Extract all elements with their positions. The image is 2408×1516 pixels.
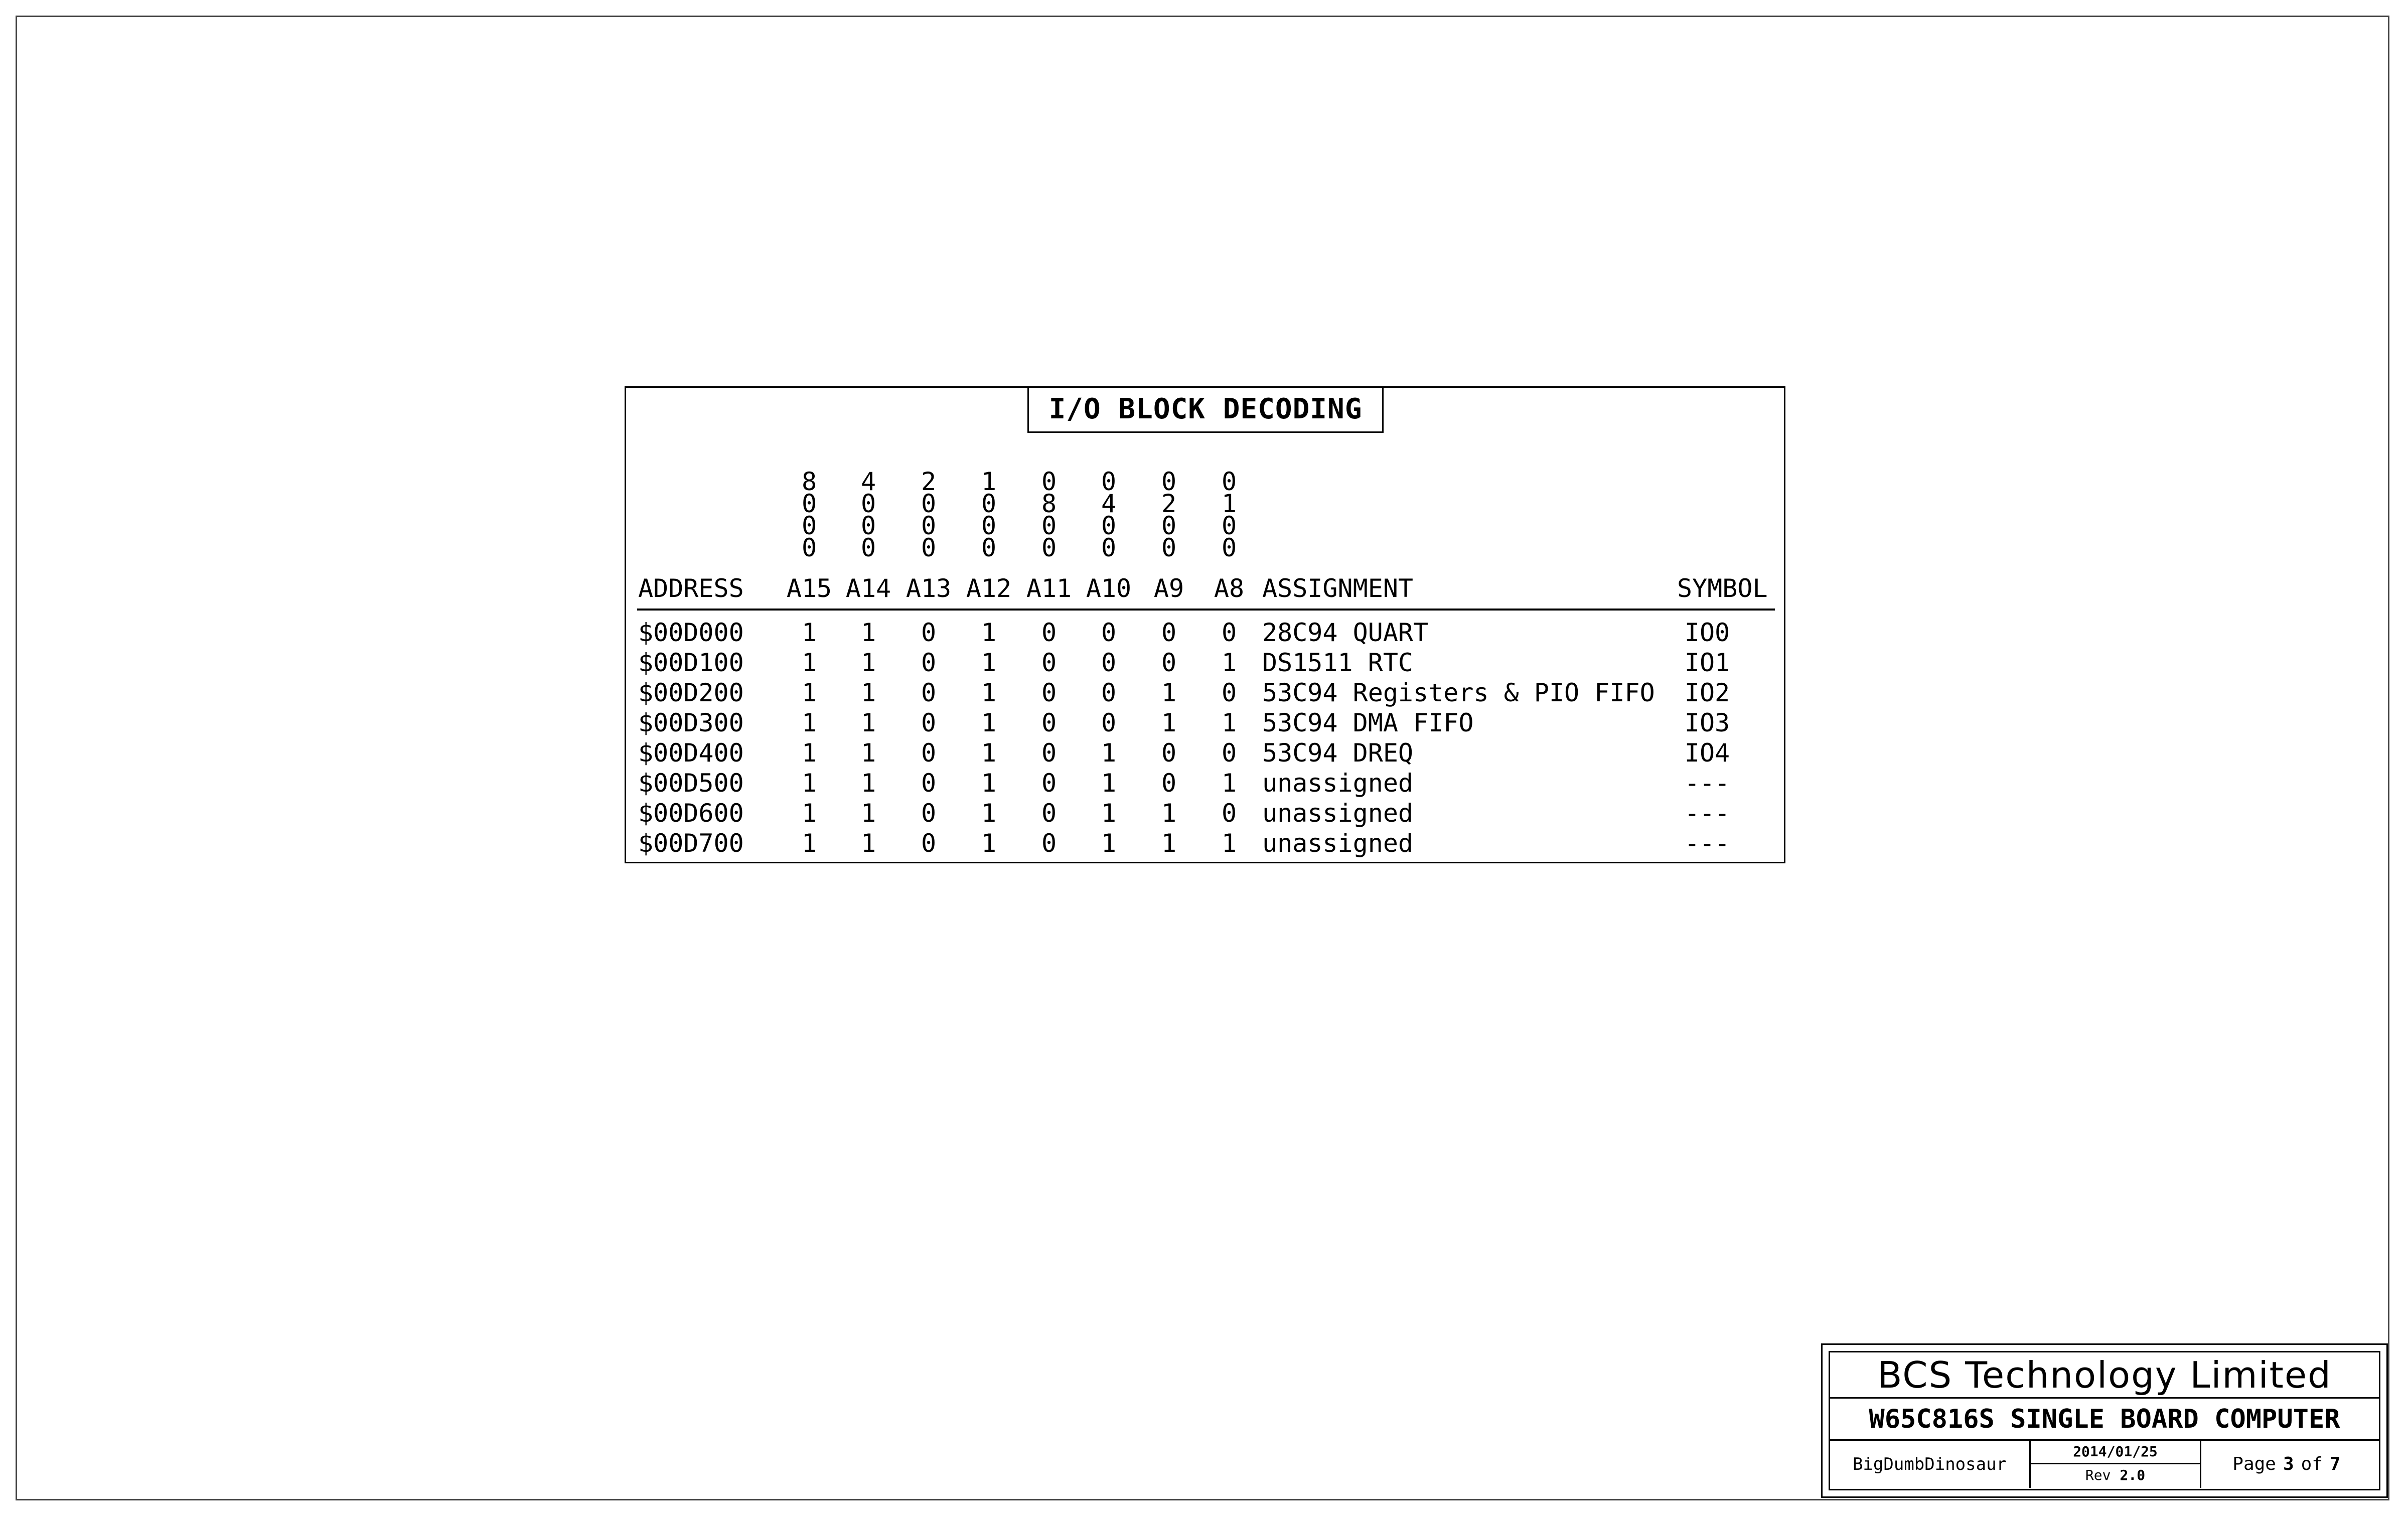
- hex-weight-digit: 0: [1041, 511, 1057, 540]
- assignment-cell: 53C94 Registers & PIO FIFO: [1262, 678, 1655, 707]
- bit-cell: 1: [1161, 708, 1177, 737]
- header-bit: A11: [1026, 574, 1072, 603]
- table-row: [626, 738, 1784, 768]
- bit-cell: 1: [981, 799, 997, 828]
- bit-cell: 1: [801, 618, 817, 647]
- header-assignment: ASSIGNMENT: [1262, 574, 1414, 603]
- bit-cell: 1: [801, 678, 817, 707]
- hex-weight-digit: 0: [860, 511, 876, 540]
- hex-weight-digit: 0: [801, 533, 817, 562]
- bit-cell: 1: [981, 618, 997, 647]
- address-cell: $00D200: [638, 678, 744, 707]
- header-address: ADDRESS: [638, 574, 744, 603]
- bit-cell: 1: [801, 799, 817, 828]
- bit-cell: 1: [860, 769, 876, 798]
- hex-weight-column: [974, 467, 1004, 562]
- title-block: [1821, 1343, 2388, 1498]
- symbol-cell: IO2: [1684, 678, 1730, 707]
- bit-cell: 1: [981, 708, 997, 737]
- bit-cell: 0: [1041, 708, 1057, 737]
- symbol-cell: IO4: [1684, 738, 1730, 768]
- hex-weight-digit: 4: [1101, 489, 1117, 518]
- hex-weight-digit: 0: [921, 533, 937, 562]
- of-label: of: [2301, 1454, 2323, 1474]
- bit-cell: 0: [1041, 648, 1057, 677]
- hex-weight-column: [1094, 467, 1124, 562]
- pages-value: 7: [2330, 1454, 2341, 1474]
- bit-cell: 0: [921, 618, 937, 647]
- hex-weight-column: [1034, 467, 1064, 562]
- symbol-cell: ---: [1684, 799, 1730, 828]
- bit-cell: 1: [860, 648, 876, 677]
- address-cell: $00D400: [638, 738, 744, 768]
- bit-cell: 0: [921, 648, 937, 677]
- hex-weight-digit: 0: [1221, 533, 1237, 562]
- hex-weight-digit: 0: [1041, 533, 1057, 562]
- bit-cell: 1: [1101, 769, 1117, 798]
- bit-cell: 1: [981, 769, 997, 798]
- bit-cell: 0: [1161, 618, 1177, 647]
- bit-cell: 1: [1221, 769, 1237, 798]
- hex-weight-digit: 0: [981, 489, 997, 518]
- bit-cell: 1: [1161, 799, 1177, 828]
- bit-cell: 1: [981, 738, 997, 768]
- hex-weight-digit: 0: [981, 533, 997, 562]
- bit-cell: 0: [1221, 678, 1237, 707]
- table-row: [626, 618, 1784, 648]
- address-cell: $00D700: [638, 829, 744, 858]
- hex-weight-digit: 0: [1221, 511, 1237, 540]
- bit-cell: 0: [921, 678, 937, 707]
- hex-weight-digit: 2: [921, 467, 937, 496]
- bit-cell: 1: [860, 618, 876, 647]
- hex-weight-digit: 0: [1221, 467, 1237, 496]
- hex-weight-digit: 0: [921, 489, 937, 518]
- bit-cell: 0: [1221, 799, 1237, 828]
- symbol-cell: IO1: [1684, 648, 1730, 677]
- author: BigDumbDinosaur: [1830, 1441, 2031, 1488]
- hex-weight-digit: 0: [1041, 467, 1057, 496]
- hex-weight-digit: 0: [860, 533, 876, 562]
- bit-cell: 1: [801, 829, 817, 858]
- hex-weight-digit: 0: [1161, 511, 1177, 540]
- bit-cell: 0: [1041, 799, 1057, 828]
- header-bit: A13: [906, 574, 952, 603]
- bit-cell: 0: [1161, 738, 1177, 768]
- assignment-cell: unassigned: [1262, 769, 1414, 798]
- table-row: [626, 768, 1784, 798]
- bit-cell: 0: [1041, 769, 1057, 798]
- bit-cell: 0: [1101, 648, 1117, 677]
- bit-cell: 0: [1101, 708, 1117, 737]
- bit-cell: 0: [1041, 618, 1057, 647]
- hex-weight-digit: 0: [921, 511, 937, 540]
- header-bit: A14: [845, 574, 891, 603]
- hex-weight-digit: 4: [860, 467, 876, 496]
- table-row: [626, 648, 1784, 678]
- bit-cell: 0: [1221, 738, 1237, 768]
- bit-cell: 0: [1101, 618, 1117, 647]
- symbol-cell: IO3: [1684, 708, 1730, 737]
- header-rule: [637, 609, 1775, 611]
- bit-cell: 1: [801, 769, 817, 798]
- table-row: [626, 798, 1784, 828]
- assignment-cell: 28C94 QUART: [1262, 618, 1429, 647]
- assignment-cell: 53C94 DREQ: [1262, 738, 1414, 768]
- header-bit: A10: [1086, 574, 1132, 603]
- bit-cell: 1: [801, 648, 817, 677]
- hex-weight-column: [1214, 467, 1244, 562]
- rev-label: Rev: [2085, 1467, 2111, 1483]
- bit-cell: 1: [801, 708, 817, 737]
- header-bit: A8: [1214, 574, 1245, 603]
- hex-weight-digit: 0: [1101, 533, 1117, 562]
- bit-cell: 1: [860, 738, 876, 768]
- bit-cell: 0: [921, 799, 937, 828]
- hex-weight-digit: 0: [1161, 533, 1177, 562]
- bit-cell: 0: [921, 708, 937, 737]
- address-cell: $00D300: [638, 708, 744, 737]
- bit-cell: 1: [860, 678, 876, 707]
- assignment-cell: DS1511 RTC: [1262, 648, 1414, 677]
- bit-cell: 1: [1221, 829, 1237, 858]
- table-row: [626, 708, 1784, 738]
- bit-cell: 0: [1041, 829, 1057, 858]
- hex-weight-digit: 0: [1101, 511, 1117, 540]
- bit-cell: 0: [921, 769, 937, 798]
- header-bit: A12: [966, 574, 1012, 603]
- hex-weight-digit: 0: [801, 489, 817, 518]
- date: 2014/01/25: [2031, 1441, 2201, 1464]
- bit-cell: 0: [921, 829, 937, 858]
- bit-cell: 1: [1221, 648, 1237, 677]
- bit-cell: 1: [1101, 738, 1117, 768]
- hex-weight-column: [1154, 467, 1184, 562]
- bit-cell: 1: [981, 648, 997, 677]
- bit-cell: 0: [1221, 618, 1237, 647]
- symbol-cell: ---: [1684, 769, 1730, 798]
- bit-cell: 0: [1161, 769, 1177, 798]
- bit-cell: 1: [981, 678, 997, 707]
- bit-cell: 1: [801, 738, 817, 768]
- header-symbol: SYMBOL: [1677, 574, 1768, 603]
- bit-cell: 0: [1161, 648, 1177, 677]
- address-cell: $00D000: [638, 618, 744, 647]
- bit-cell: 1: [1221, 708, 1237, 737]
- hex-weight-column: [853, 467, 883, 562]
- hex-weight-digit: 8: [1041, 489, 1057, 518]
- hex-weight-digit: 0: [860, 489, 876, 518]
- hex-weight-digit: 8: [801, 467, 817, 496]
- bit-cell: 0: [1101, 678, 1117, 707]
- revision: [2031, 1464, 2201, 1488]
- bit-cell: 1: [1101, 829, 1117, 858]
- company-name: BCS Technology Limited: [1830, 1352, 2379, 1399]
- panel-title: I/O BLOCK DECODING: [1027, 388, 1384, 433]
- hex-weight-digit: 1: [981, 467, 997, 496]
- symbol-cell: IO0: [1684, 618, 1730, 647]
- hex-weight-digit: 1: [1221, 489, 1237, 518]
- hex-weight-digit: 2: [1161, 489, 1177, 518]
- bit-cell: 1: [1161, 829, 1177, 858]
- assignment-cell: 53C94 DMA FIFO: [1262, 708, 1474, 737]
- page-value: 3: [2283, 1454, 2294, 1474]
- symbol-cell: ---: [1684, 829, 1730, 858]
- header-bit: A9: [1153, 574, 1184, 603]
- bit-cell: 1: [1161, 678, 1177, 707]
- bit-cell: 1: [981, 829, 997, 858]
- bit-cell: 1: [860, 708, 876, 737]
- page-label: Page: [2232, 1454, 2276, 1474]
- bit-cell: 1: [860, 799, 876, 828]
- assignment-cell: unassigned: [1262, 829, 1414, 858]
- hex-weight-digit: 0: [981, 511, 997, 540]
- bit-cell: 1: [860, 829, 876, 858]
- io-decoding-panel: [625, 386, 1785, 863]
- table-row: [626, 828, 1784, 858]
- table-row: [626, 678, 1784, 708]
- address-cell: $00D600: [638, 799, 744, 828]
- assignment-cell: unassigned: [1262, 799, 1414, 828]
- bit-cell: 0: [921, 738, 937, 768]
- hex-weight-digit: 0: [1161, 467, 1177, 496]
- address-cell: $00D500: [638, 769, 744, 798]
- bit-cell: 1: [1101, 799, 1117, 828]
- bit-cell: 0: [1041, 678, 1057, 707]
- header-bit: A15: [786, 574, 832, 603]
- address-cell: $00D100: [638, 648, 744, 677]
- bit-cell: 0: [1041, 738, 1057, 768]
- hex-weight-digit: 0: [1101, 467, 1117, 496]
- hex-weight-column: [794, 467, 824, 562]
- project-name: W65C816S SINGLE BOARD COMPUTER: [1830, 1399, 2379, 1441]
- page-number: [2201, 1441, 2379, 1488]
- rev-value: 2.0: [2120, 1467, 2146, 1483]
- hex-weight-digit: 0: [801, 511, 817, 540]
- hex-weight-column: [914, 467, 944, 562]
